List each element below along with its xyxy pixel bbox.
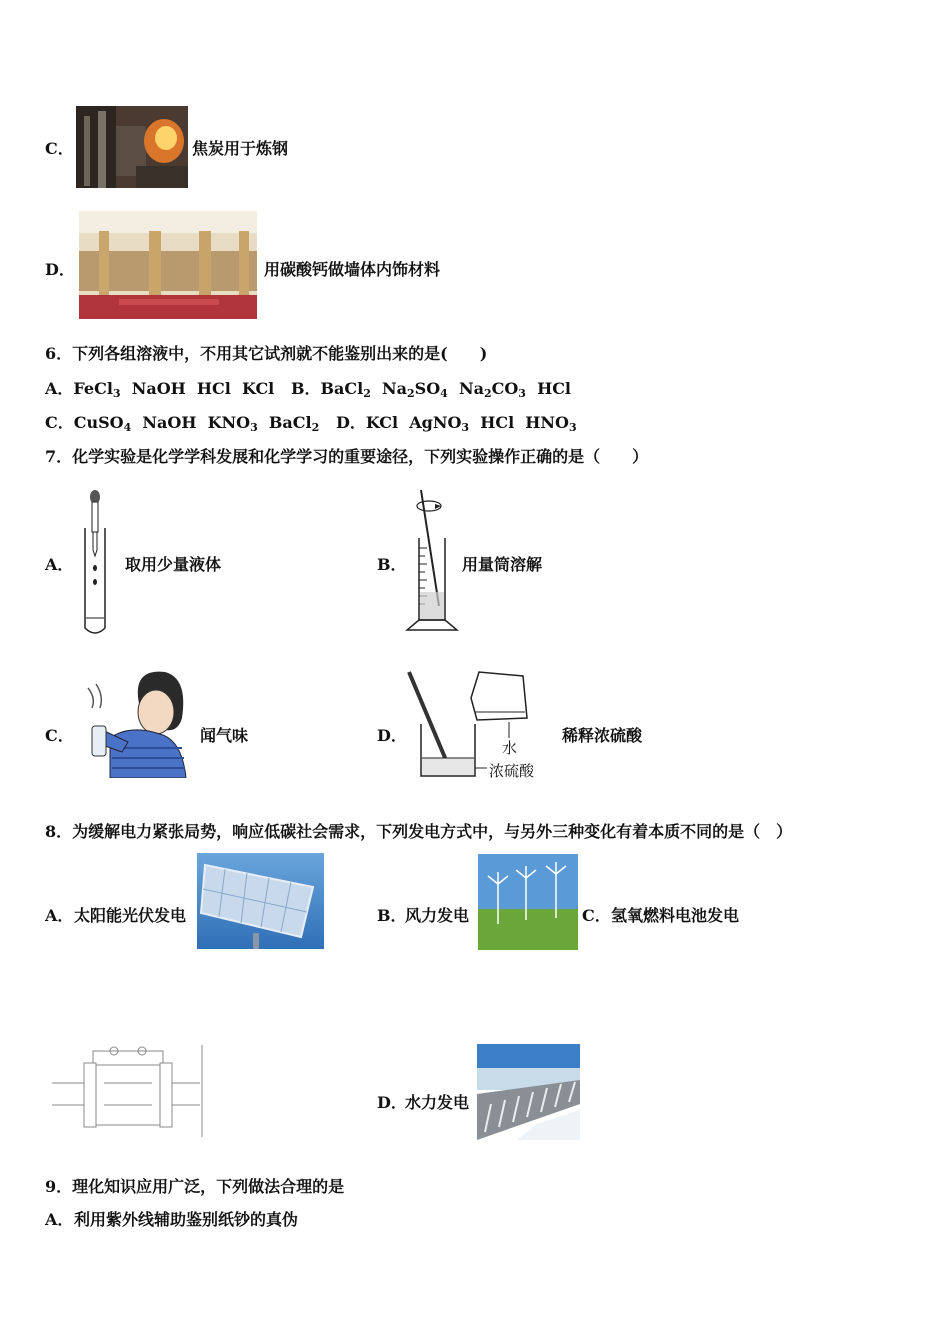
option-a-text: 太阳能光伏发电 <box>74 906 187 925</box>
option-a-text: FeCl$_3$ NaOH HCl KCl <box>73 379 291 400</box>
smelling-gas-figure <box>70 668 188 778</box>
graduated-cylinder-figure <box>405 488 461 632</box>
fuel-cell-diagram <box>48 1043 206 1139</box>
option-d-text: 用碳酸钙做墙体内饰材料 <box>264 260 441 279</box>
option-d-text: KCl AgNO$_3$ HCl $HNO_3$ <box>365 413 577 434</box>
option-b-label: B． <box>290 379 321 398</box>
option-b-label: B． <box>377 555 407 574</box>
option-b-text: BaCl$_2$ $Na_2SO_4$ $Na_2CO_3$ HCl <box>320 379 572 400</box>
water-label: 水 <box>502 739 518 757</box>
wind-turbines-image <box>478 854 578 950</box>
option-b-text: 用量筒溶解 <box>462 555 543 574</box>
option-c-text: 焦炭用于炼钢 <box>192 139 289 158</box>
solar-panel-image <box>197 853 324 949</box>
question-6-options-cd <box>45 413 577 438</box>
option-c-label: C． <box>582 906 611 925</box>
hydro-dam-image <box>477 1044 580 1140</box>
dropper-in-test-tube-figure <box>80 490 110 638</box>
option-b-text: 风力发电 <box>405 906 470 925</box>
option-d-label: D． <box>377 1093 407 1112</box>
option-c-label: C． <box>45 726 74 745</box>
question-7-stem: 7．化学实验是化学学科发展和化学学习的重要途径，下列实验操作正确的是（ ） <box>45 447 649 466</box>
option-c-text: 闻气味 <box>200 726 249 745</box>
option-c-text: CuSO$_4$ NaOH $KNO_3$ BaCl$_2$ <box>73 413 320 434</box>
option-a-label: A． <box>45 379 74 398</box>
option-a-text: 利用紫外线辅助鉴别纸钞的真伪 <box>74 1210 299 1229</box>
option-c-text: 氢氧燃料电池发电 <box>611 906 740 925</box>
conc-acid-label: 浓硫酸 <box>489 762 535 780</box>
option-c-label: C． <box>45 139 74 158</box>
option-a-label: A． <box>45 555 74 574</box>
interior-hall-image <box>79 211 257 319</box>
option-a-label: A． <box>45 1210 74 1229</box>
option-d-label: D． <box>335 413 366 432</box>
steelmaking-image <box>76 106 188 188</box>
option-c-label: C． <box>45 413 74 432</box>
question-6-options-ab <box>45 379 571 404</box>
option-a-text: 取用少量液体 <box>125 555 222 574</box>
option-d-text: 稀释浓硫酸 <box>562 726 643 745</box>
question-8-stem: 8．为缓解电力紧张局势，响应低碳社会需求，下列发电方式中，与另外三种变化有着本质不同的是（ ） <box>45 822 793 841</box>
option-d-label: D． <box>45 260 75 279</box>
option-b-label: B． <box>377 906 407 925</box>
option-d-label: D． <box>377 726 407 745</box>
option-a-label: A． <box>45 906 74 925</box>
question-9-stem: 9．理化知识应用广泛，下列做法合理的是 <box>45 1177 345 1196</box>
option-d-text: 水力发电 <box>405 1093 470 1112</box>
question-6-stem: 6．下列各组溶液中，不用其它试剂就不能鉴别出来的是( ) <box>45 344 488 363</box>
